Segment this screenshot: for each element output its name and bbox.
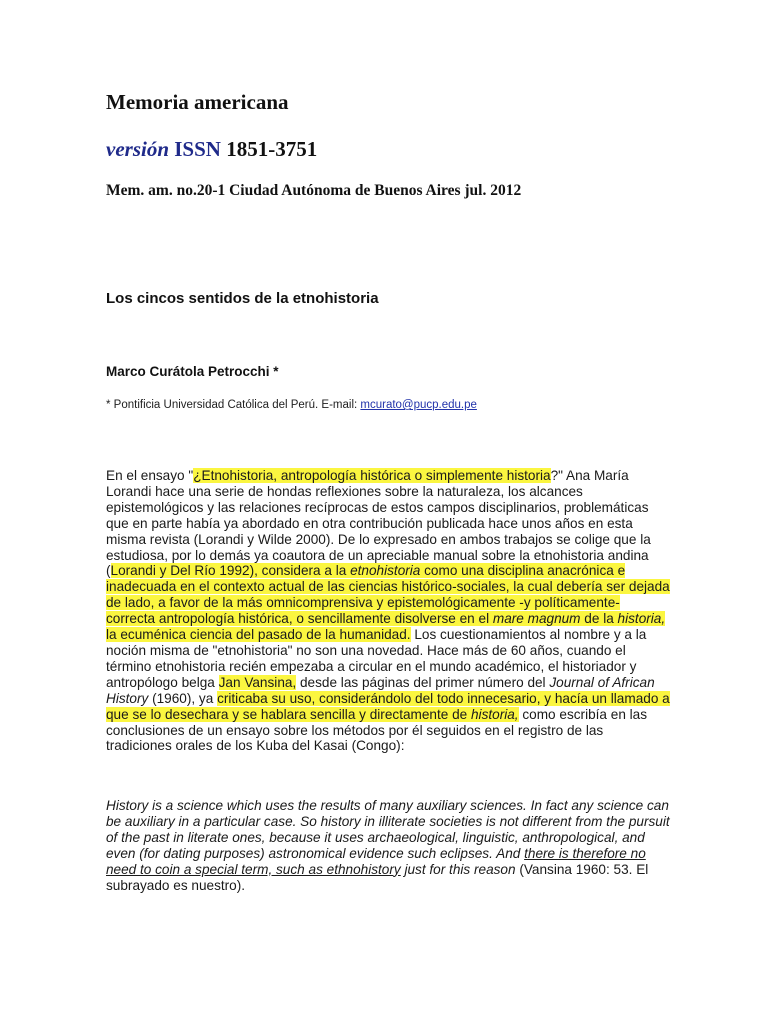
italic-text: Journal of African History (106, 674, 655, 706)
journal-title: Memoria americana (106, 90, 289, 114)
affiliation-text: * Pontificia Universidad Católica del Perú. E-mail: (106, 399, 361, 411)
highlighted-text: criticaba su uso, considerándolo del todo innecesario, y hacía un llamado a que se lo desechara y se hablara sencilla y directamente de (106, 690, 670, 722)
text-run: ?" Ana María Lorandi hace una serie de hondas reflexiones sobre la naturaleza, los alcances epistemológicos y las relaciones recíprocas de estos campos disciplinarios, problemáticas que en parte había ya abordado en otra contribución publicada hace unos años en esta misma revista (Lorandi y Wilde 2000). De lo expresado en ambos trabajos se colige que la estudiosa, por lo demás ya coautora de un apreciable manual sobre la etnohistoria andina ( (106, 468, 651, 579)
highlighted-italic-text: etnohistoria (350, 563, 421, 579)
issn-line (106, 137, 317, 162)
author-name: Marco Curátola Petrocchi * (106, 364, 279, 379)
body-paragraph (106, 468, 672, 754)
text-run: En el ensayo " (106, 468, 194, 483)
highlighted-text: Lorandi y Del Río 1992), considera a la (110, 563, 351, 579)
highlighted-text: Jan Vansina, (218, 674, 297, 690)
highlighted-italic-text: mare magnum (492, 611, 581, 627)
highlighted-text: la ecuménica ciencia del pasado de la humanidad. (106, 627, 411, 643)
text-run: (1960), ya (148, 690, 218, 706)
quote-citation: (Vansina 1960: 53. El subrayado es nuestro). (106, 861, 649, 893)
issn-label: ISSN (174, 137, 221, 161)
citation-line: Mem. am. no.20-1 Ciudad Autónoma de Buenos Aires jul. 2012 (106, 182, 522, 199)
text-run: como escribía en las conclusiones de un ensayo sobre los métodos por él seguidos en el registro de las tradiciones orales de los Kuba del Kasai (Congo): (106, 706, 648, 754)
italic-text: just for this reason (400, 861, 516, 877)
text-run: desde las páginas del primer número del (296, 674, 550, 690)
italic-text: History is a science which uses the results of many auxiliary sciences. In fact any science can be auxiliary in a particular case. So history in illiterate societies is not different from the pursuit of the past in literate ones, because it uses archaeological, linguistic, anthropological, and even (for dating purposes) astronomical evidence such eclipses. And (106, 798, 670, 861)
highlighted-text: ¿Etnohistoria, antropología histórica o simplemente historia (193, 468, 551, 483)
issn-number: 1851-3751 (226, 137, 318, 161)
affiliation (106, 399, 477, 411)
underlined-italic-text: there is therefore no need to coin a special term, such as ethnohistory (106, 845, 646, 877)
text-run: Los cuestionamientos al nombre y a la noción misma de "etnohistoria" no son una novedad. Hace más de 60 años, cuando el término etnohistoria recién empezaba a circular en el mundo académico, el historiador y antropólogo belga (106, 627, 647, 690)
email-link[interactable]: mcurato@pucp.edu.pe (360, 399, 477, 411)
highlighted-italic-text: historia, (470, 706, 519, 722)
article-title: Los cincos sentidos de la etnohistoria (106, 290, 379, 307)
highlighted-text: de la (580, 611, 618, 627)
highlighted-text: como una disciplina anacrónica e inadecuada en el contexto actual de las ciencias histórico-sociales, la cual debería ser dejada de lado, a favor de la más omnicomprensiva y epistemológicamente -y políticamente- correcta antropología histórica, o sencillamente disolverse en el (106, 563, 670, 627)
block-quote (106, 798, 672, 893)
version-label: versión (106, 137, 169, 161)
highlighted-italic-text: historia, (617, 611, 666, 627)
